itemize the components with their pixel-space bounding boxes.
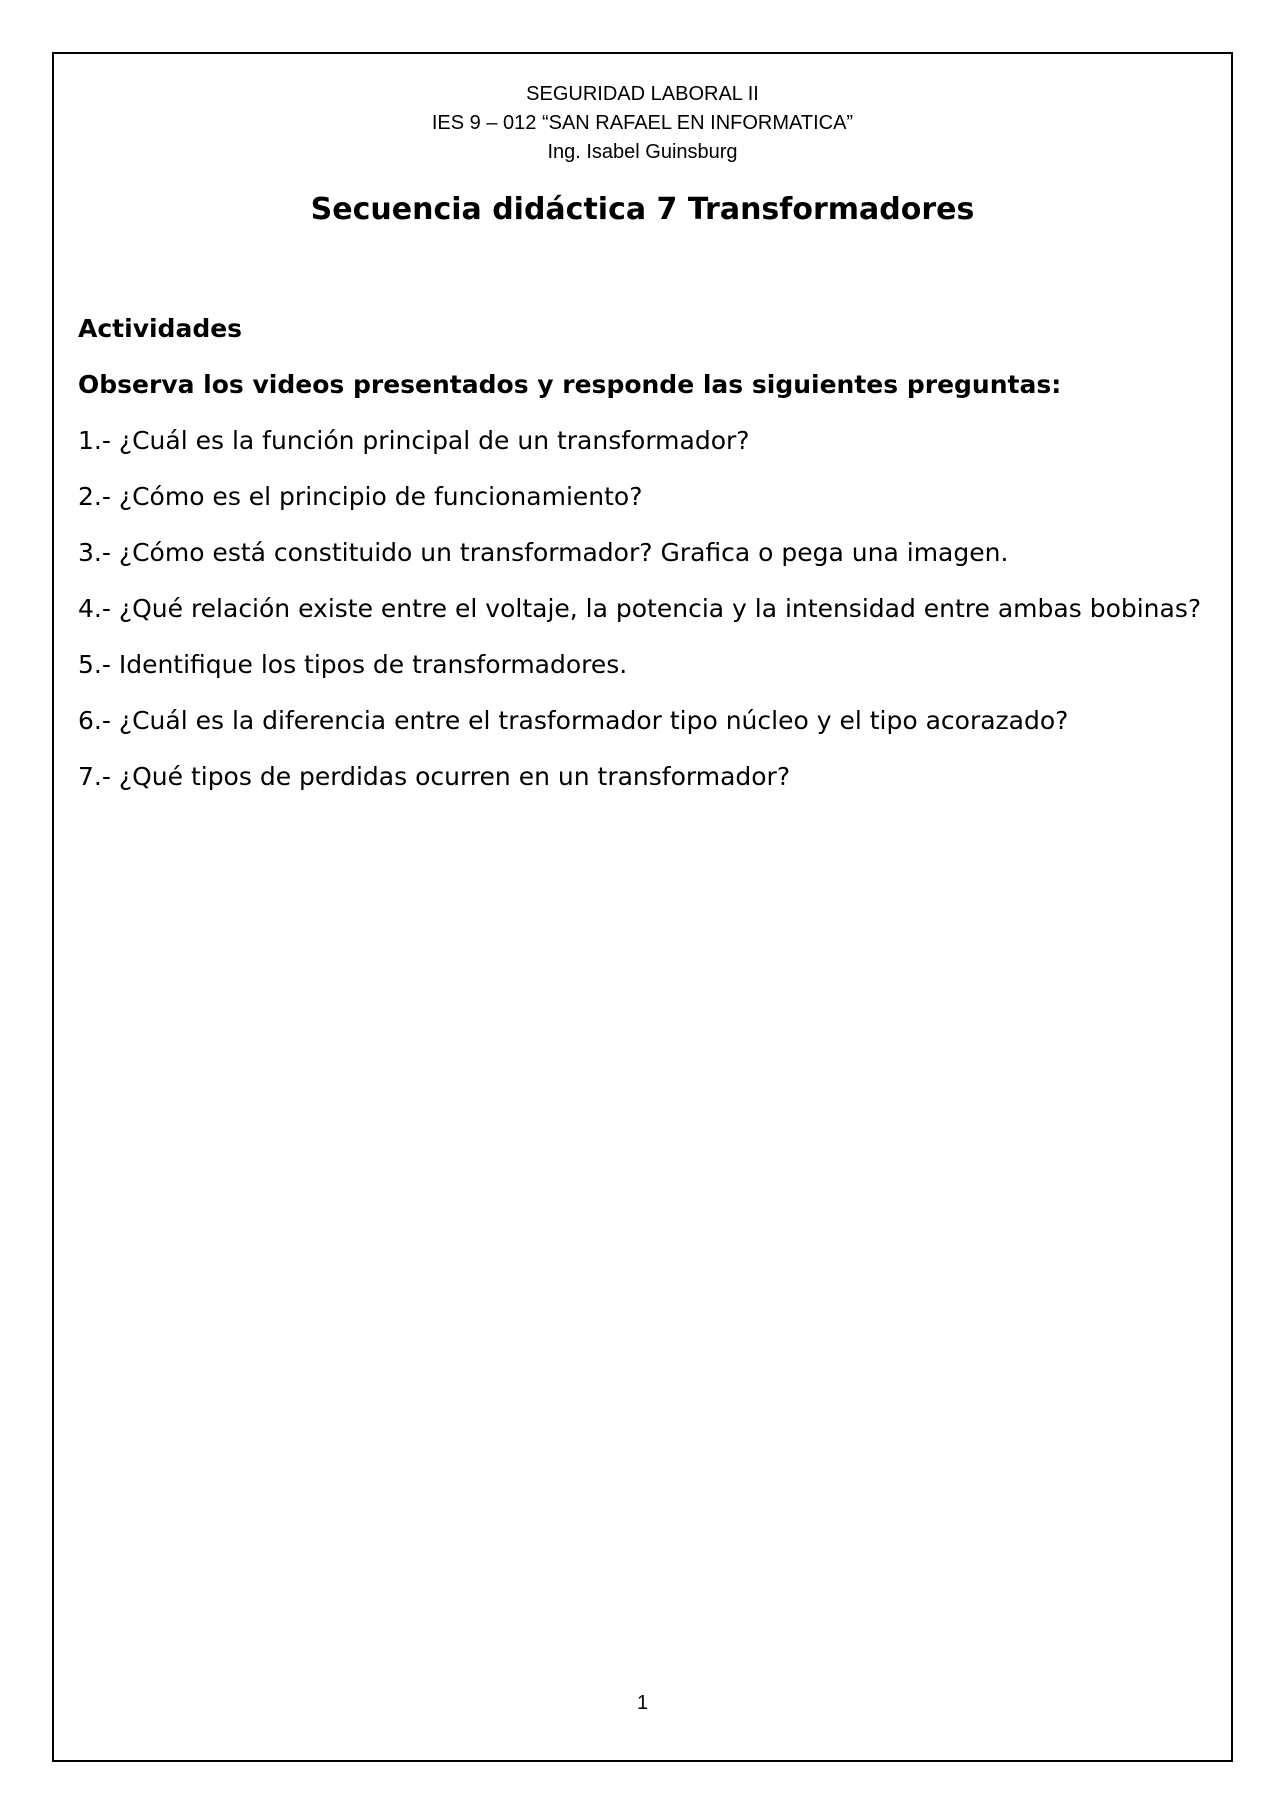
section-heading: Actividades (78, 314, 243, 343)
question-item: 7.- ¿Qué tipos de perdidas ocurren en un transformador? (78, 762, 791, 791)
question-item: 5.- Identifique los tipos de transformadores. (78, 650, 628, 679)
question-item: 1.- ¿Cuál es la función principal de un transformador? (78, 426, 750, 455)
page-number: 1 (636, 1692, 649, 1714)
header-institution: IES 9 – 012 “SAN RAFAEL EN INFORMATICA” (431, 112, 854, 134)
instructions: Observa los videos presentados y responde las siguientes preguntas: (78, 370, 1062, 399)
header-teacher: Ing. Isabel Guinsburg (547, 141, 738, 163)
question-item: 2.- ¿Cómo es el principio de funcionamiento? (78, 482, 643, 511)
question-list (78, 424, 1208, 794)
question-item: 6.- ¿Cuál es la diferencia entre el trasformador tipo núcleo y el tipo acorazado? (78, 706, 1069, 735)
page-border (52, 52, 1233, 1762)
header-course: SEGURIDAD LABORAL II (526, 83, 759, 105)
document-title: Secuencia didáctica 7 Transformadores (310, 192, 975, 227)
question-item: 3.- ¿Cómo está constituido un transformador? Grafica o pega una imagen. (78, 538, 1009, 567)
question-item: 4.- ¿Qué relación existe entre el voltaje, la potencia y la intensidad entre ambas bobinas? (78, 594, 1202, 623)
document-header (52, 80, 1233, 167)
document-body (78, 312, 1208, 816)
